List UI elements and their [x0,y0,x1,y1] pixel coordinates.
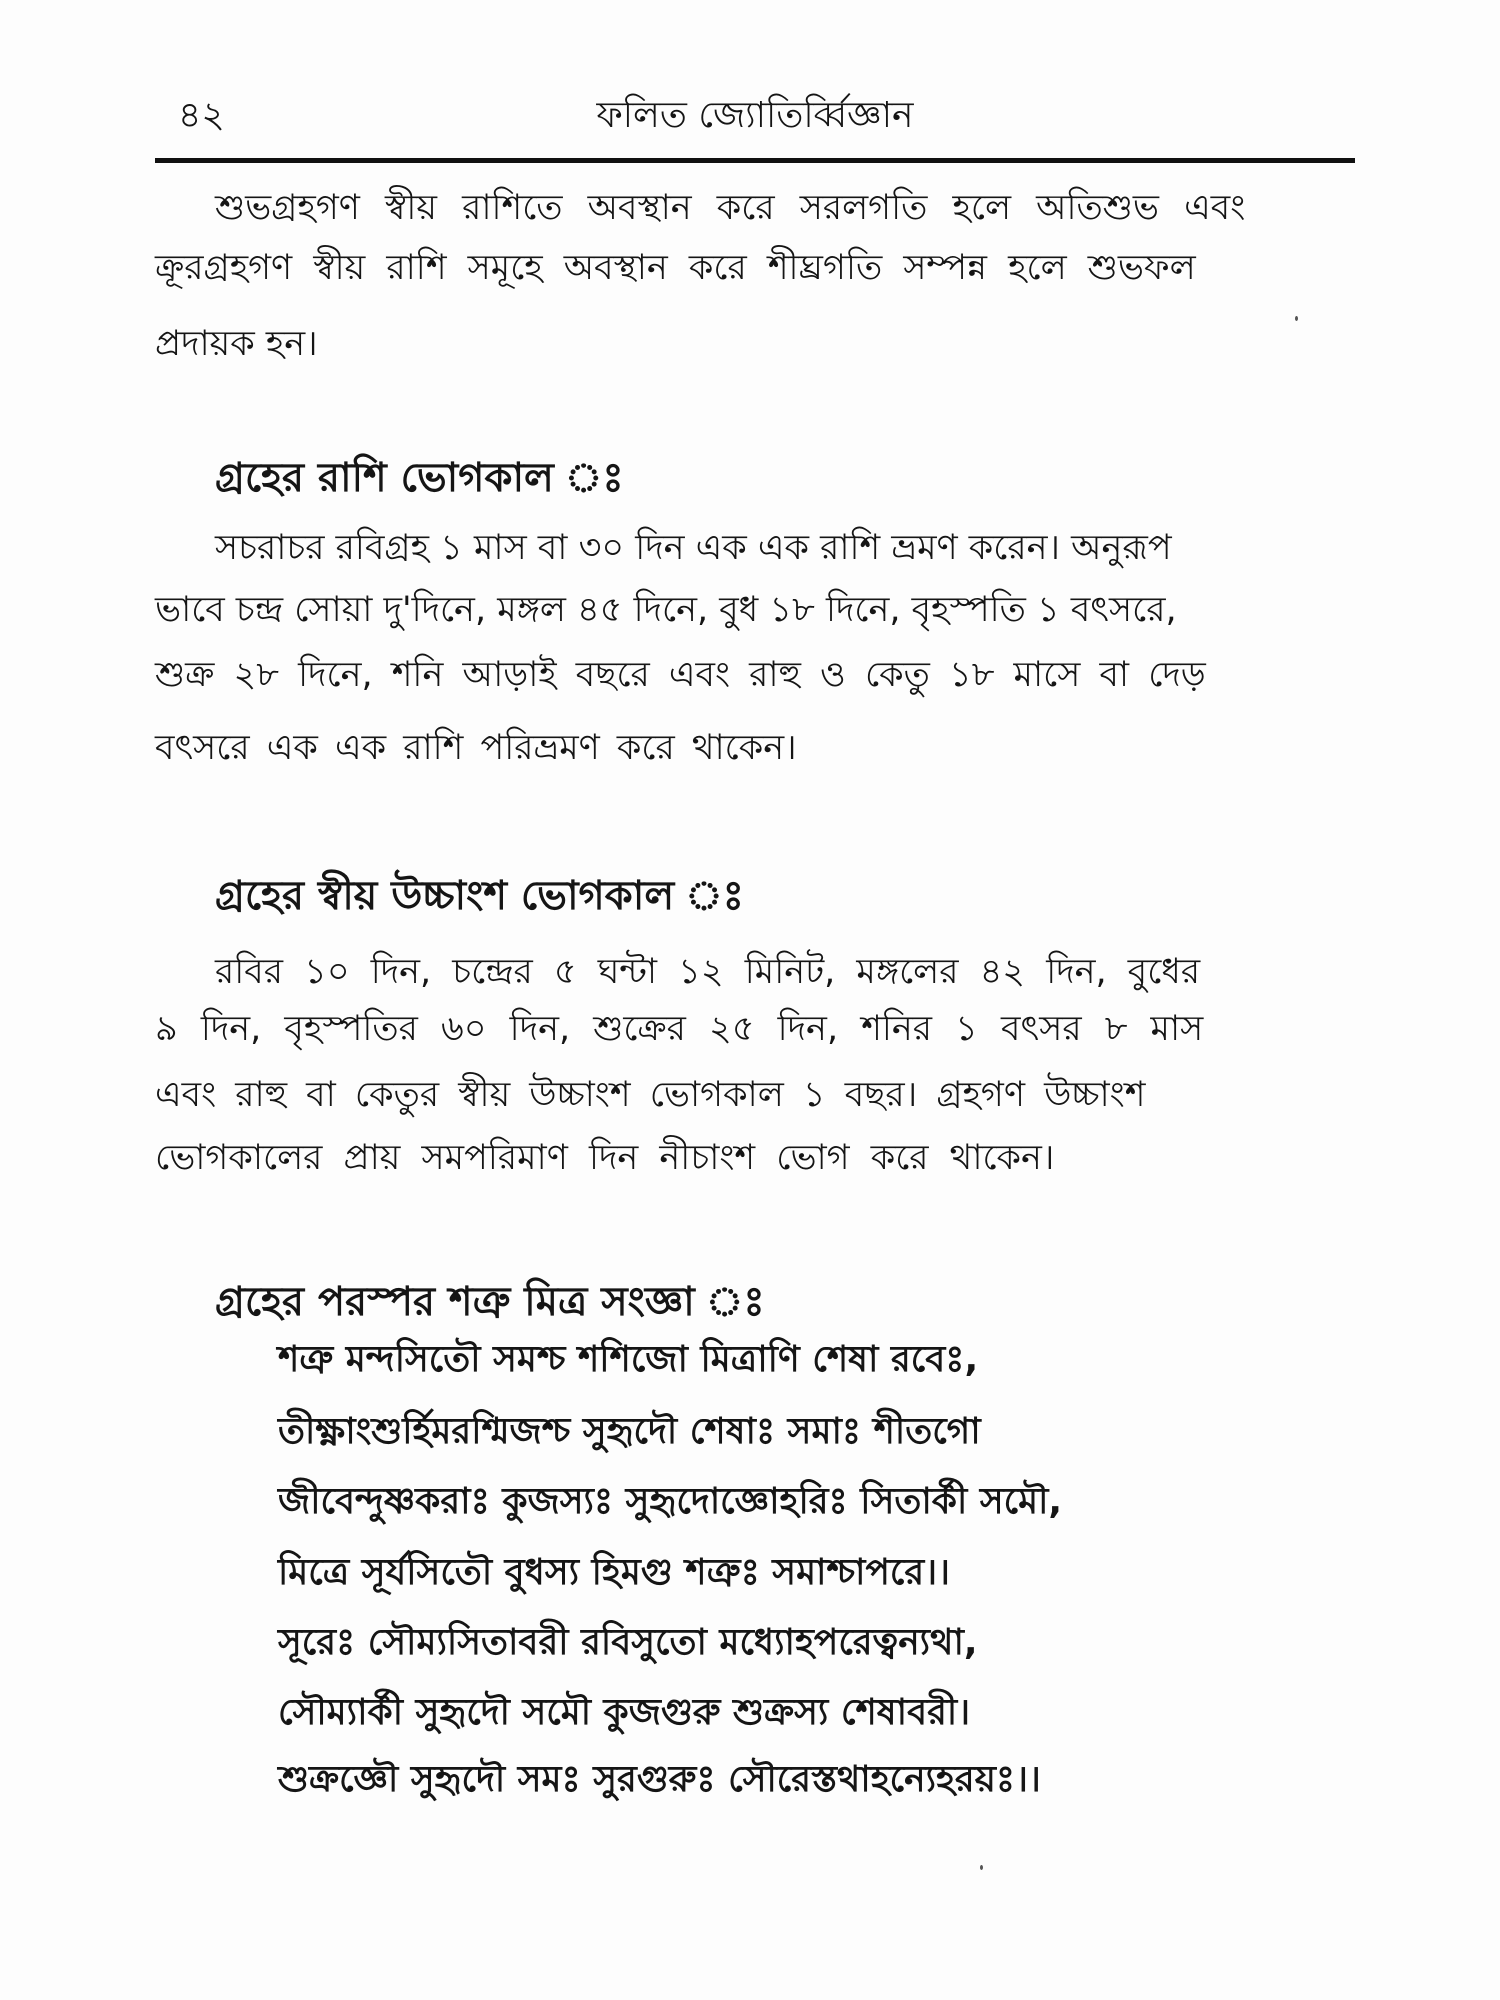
running-title: ফলিত জ্যোতির্ব্বিজ্ঞান [596,95,914,136]
verse-line: সূরেঃ সৌম্যসিতাবরী রবিসুতো মধ্যোহপরেত্বন্যথা, [278,1622,978,1663]
paragraph-line: শুভগ্রহগণ স্বীয় রাশিতে অবস্থান করে সরলগতি হলে অতিশুভ এবং [215,188,1246,228]
paragraph-line: ক্রূরগ্রহগণ স্বীয় রাশি সমূহে অবস্থান করে শীঘ্রগতি সম্পন্ন হলে শুভফল [155,248,1196,288]
scan-speck [980,1865,983,1870]
paragraph-line: ভাবে চন্দ্র সোয়া দু'দিনে, মঙ্গল ৪৫ দিনে, বুধ ১৮ দিনে, বৃহস্পতি ১ বৎসরে, [155,590,1177,630]
paragraph-line: শুক্র ২৮ দিনে, শনি আড়াই বছরে এবং রাহু ও কেতু ১৮ মাসে বা দেড় [155,655,1206,695]
paragraph-line: এবং রাহু বা কেতুর স্বীয় উচ্চাংশ ভোগকাল ১ বছর। গ্রহগণ উচ্চাংশ [155,1075,1146,1115]
scan-speck [1295,316,1298,321]
paragraph-line: বৎসরে এক এক রাশি পরিভ্রমণ করে থাকেন। [155,728,797,768]
paragraph-line: ৯ দিন, বৃহস্পতির ৬০ দিন, শুক্রের ২৫ দিন, শনির ১ বৎসর ৮ মাস [155,1009,1204,1049]
paragraph-line: রবির ১০ দিন, চন্দ্রের ৫ ঘন্টা ১২ মিনিট, মঙ্গলের ৪২ দিন, বুধের [215,952,1201,992]
verse-line: শত্রু মন্দসিতৌ সমশ্চ শশিজো মিত্রাণি শেষা রবেঃ, [278,1339,979,1380]
paragraph-line: ভোগকালের প্রায় সমপরিমাণ দিন নীচাংশ ভোগ করে থাকেন। [155,1138,1055,1178]
verse-line: শুক্রজ্ঞৌ সুহৃদৌ সমঃ সুরগুরুঃ সৌরেস্তথাহন্যেহরয়ঃ।। [278,1759,1041,1800]
verse-line: মিত্রে সূর্যসিতৌ বুধস্য হিমগু শত্রুঃ সমাশ্চাপরে।। [278,1552,950,1593]
section-heading: গ্রহের পরস্পর শত্রু মিত্র সংজ্ঞা ঃ [215,1279,765,1325]
paragraph-line: সচরাচর রবিগ্রহ ১ মাস বা ৩০ দিন এক এক রাশি ভ্রমণ করেন। অনুরূপ [215,528,1172,568]
paragraph-line: প্রদায়ক হন। [155,324,318,364]
header-rule [155,158,1355,163]
verse-line: সৌম্যার্কী সুহৃদৌ সমৌ কুজগুরু শুক্রস্য শেষাবরী। [278,1692,971,1733]
section-heading: গ্রহের স্বীয় উচ্চাংশ ভোগকাল ঃ [215,873,745,919]
page-number: ৪২ [178,95,225,136]
section-heading: গ্রহের রাশি ভোগকাল ঃ [215,455,624,501]
verse-line: তীক্ষ্ণাংশুর্হিমরশ্মিজশ্চ সুহৃদৌ শেষাঃ সমাঃ শীতগো [278,1411,981,1452]
verse-line: জীবেন্দুষ্ণকরাঃ কুজস্যঃ সুহৃদোজ্ঞোহরিঃ সিতার্কী সমৌ, [278,1481,1063,1522]
